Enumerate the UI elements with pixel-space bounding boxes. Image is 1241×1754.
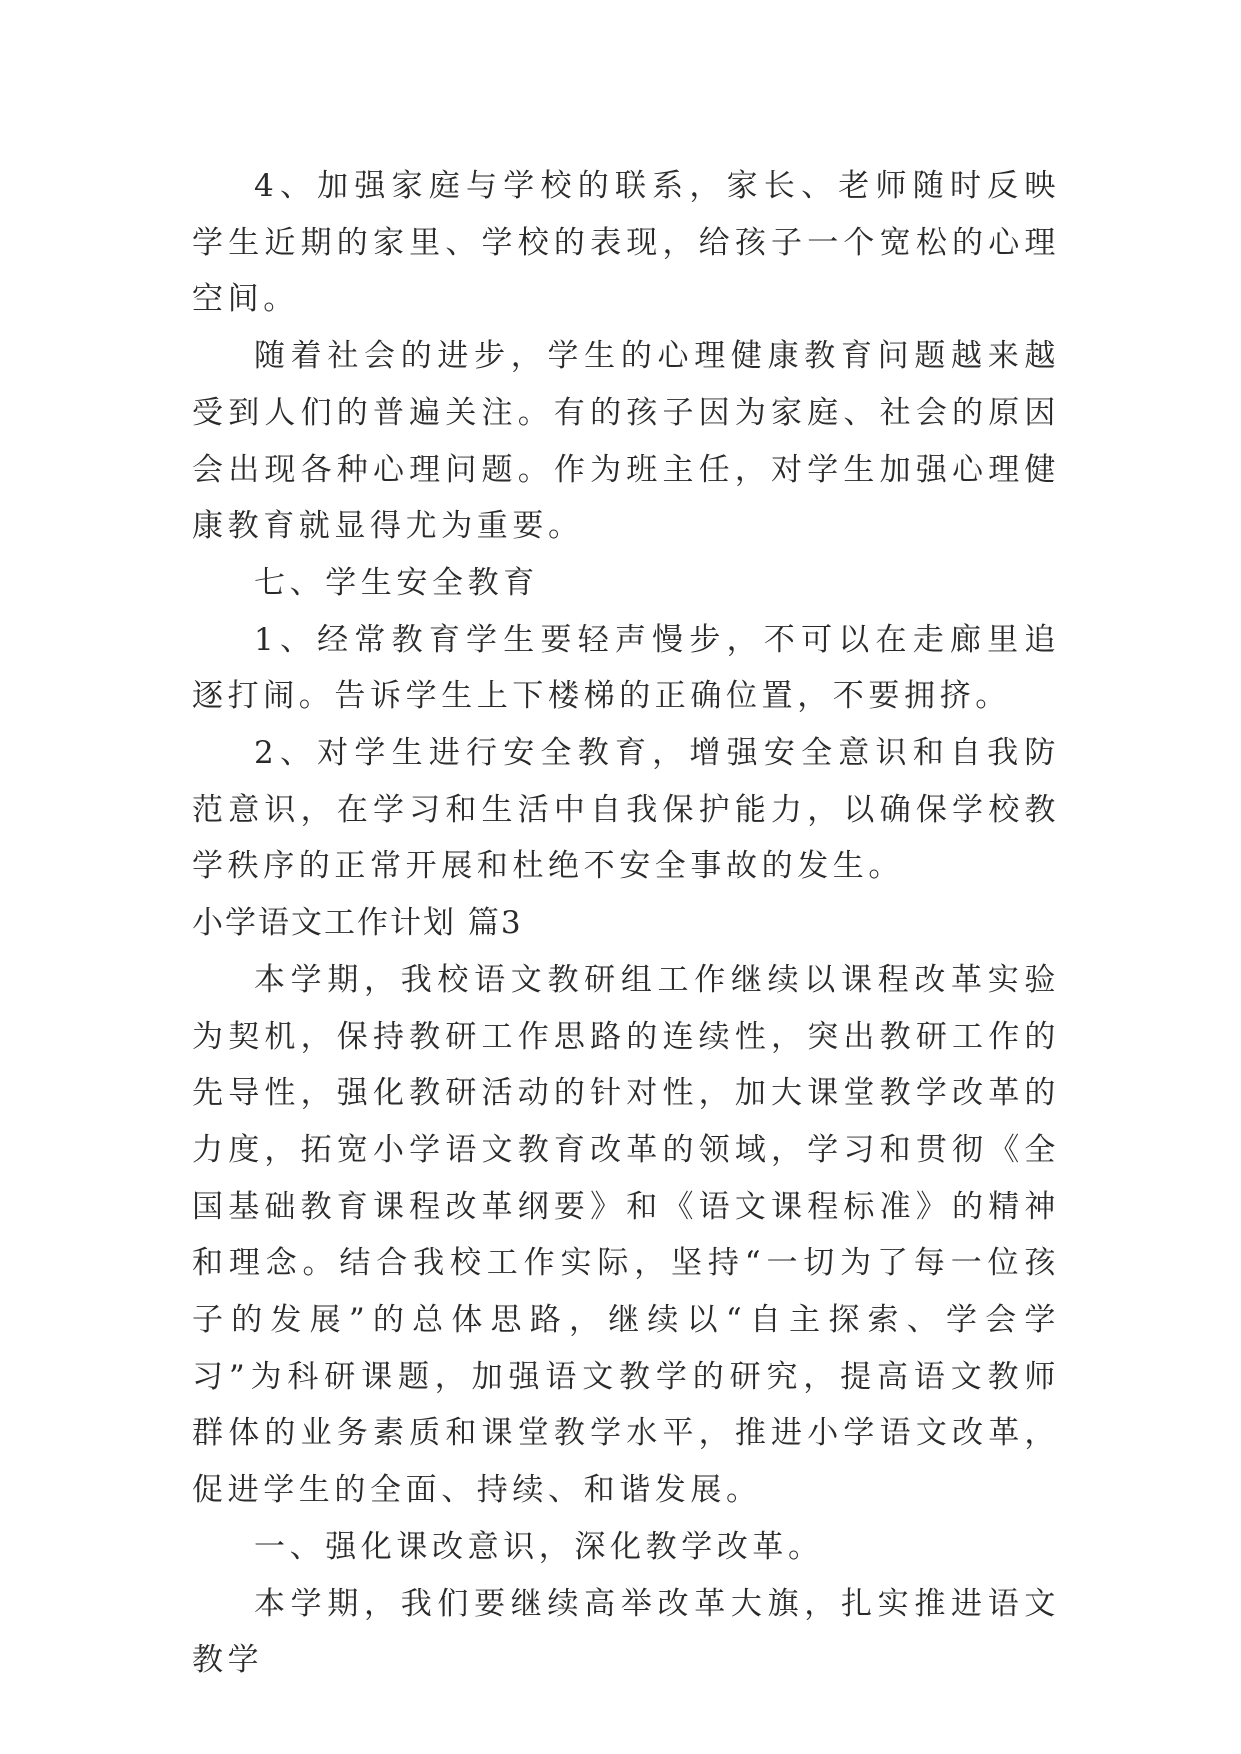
paragraph-home-school-contact: 4、加强家庭与学校的联系，家长、老师随时反映学生近期的家里、学校的表现，给孩子一个宽松的心理空间。 — [192, 168, 1060, 318]
section-heading-safety-education: 七、学生安全教育 — [254, 564, 539, 601]
paragraph-safety-item-2: 2、对学生进行安全教育，增强安全意识和自我防范意识，在学习和生活中自我保护能力，以确保学校教学秩序的正常开展和杜绝不安全事故的发生。 — [192, 735, 1060, 885]
document-body — [192, 158, 1060, 1689]
paragraph-reform-continuation: 本学期，我们要继续高举改革大旗，扎实推进语文教学 — [192, 1585, 1060, 1679]
paragraph-mental-health: 随着社会的进步，学生的心理健康教育问题越来越受到人们的普遍关注。有的孩子因为家庭、社会的原因会出现各种心理问题。作为班主任，对学生加强心理健康教育就显得尤为重要。 — [192, 338, 1060, 545]
section-heading-curriculum-reform: 一、强化课改意识，深化教学改革。 — [254, 1528, 824, 1565]
paragraph-safety-item-1: 1、经常教育学生要轻声慢步，不可以在走廊里追逐打闹。告诉学生上下楼梯的正确位置，不要拥挤。 — [192, 621, 1060, 715]
paragraph-semester-overview: 本学期，我校语文教研组工作继续以课程改革实验为契机，保持教研工作思路的连续性，突出教研工作的先导性，强化教研活动的针对性，加大课堂教学改革的力度，拓宽小学语文教育改革的领域，学习和贯彻《全国基础教育课程改革纲要》和《语文课程标准》的精神和理念。结合我校工作实际，坚持“一切为了每一位孩子的发展”的总体思路，继续以“自主探索、学会学习”为科研课题，加强语文教学的研究，提高语文教师群体的业务素质和课堂教学水平，推进小学语文改革，促进学生的全面、持续、和谐发展。 — [192, 961, 1060, 1509]
article-title-plan-3: 小学语文工作计划 篇3 — [192, 905, 523, 942]
